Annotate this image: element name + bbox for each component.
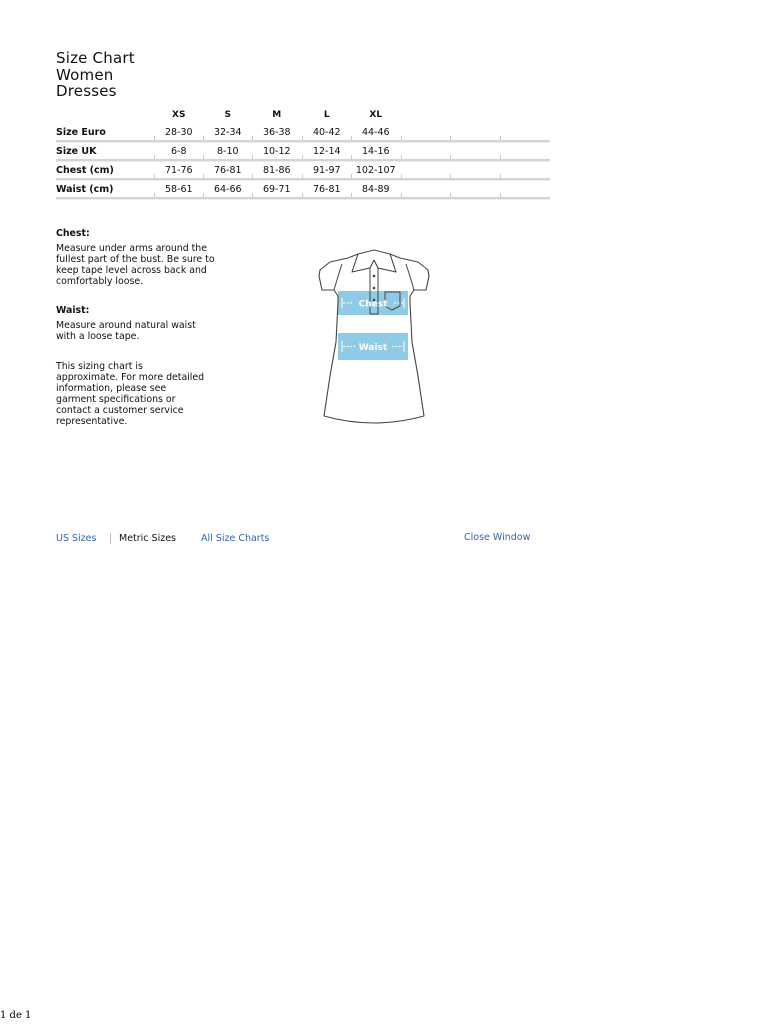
table-row bbox=[56, 124, 550, 143]
column-header-xl: XL bbox=[369, 110, 383, 120]
table-cell: 10-12 bbox=[262, 146, 291, 157]
size-table bbox=[56, 106, 550, 200]
waist-heading: Waist: bbox=[56, 305, 90, 316]
table-cell: 71-76 bbox=[164, 165, 193, 176]
table-cell: 81-86 bbox=[262, 165, 291, 176]
collar-left bbox=[352, 254, 374, 272]
waist-text: Measure around natural waist with a loose tape. bbox=[56, 320, 196, 342]
sizing-note-text: This sizing chart is approximate. For more detailed information, please see garment specifications or contact a customer service representative. bbox=[56, 361, 205, 427]
title-line-3: Dresses bbox=[56, 82, 117, 100]
table-row bbox=[56, 162, 550, 181]
column-header-xs: XS bbox=[172, 110, 186, 120]
table-cell: 32-34 bbox=[213, 127, 242, 138]
chest-description bbox=[56, 228, 216, 287]
waist-label: Waist bbox=[358, 343, 388, 353]
metric-sizes-current: Metric Sizes bbox=[119, 533, 177, 544]
table-cell: 8-10 bbox=[216, 146, 239, 157]
table-cell: 102-107 bbox=[355, 165, 396, 176]
table-cell: 14-16 bbox=[361, 146, 390, 157]
footer-divider bbox=[110, 533, 111, 544]
table-cell: 91-97 bbox=[312, 165, 341, 176]
chest-label: Chest bbox=[358, 299, 388, 310]
column-header-m: M bbox=[272, 110, 282, 120]
title-line-1: Size Chart bbox=[56, 49, 135, 67]
chest-heading: Chest: bbox=[56, 228, 90, 239]
row-label-size-euro: Size Euro bbox=[56, 127, 106, 138]
sizing-note bbox=[56, 361, 206, 427]
column-header-l: L bbox=[323, 110, 330, 120]
collar-right bbox=[374, 254, 396, 272]
collar-back bbox=[358, 250, 390, 254]
dress-illustration bbox=[312, 246, 436, 432]
chest-text: Measure under arms around the fullest part of the bust. Be sure to keep tape level across back and comfortably loose. bbox=[56, 243, 215, 287]
page-title bbox=[56, 50, 135, 100]
table-cell: 36-38 bbox=[262, 127, 291, 138]
table-cell: 76-81 bbox=[312, 184, 341, 195]
row-label-waist: Waist (cm) bbox=[56, 184, 114, 195]
table-row bbox=[56, 181, 550, 200]
row-label-chest: Chest (cm) bbox=[56, 165, 114, 176]
table-cell: 40-42 bbox=[312, 127, 341, 138]
table-cell: 12-14 bbox=[312, 146, 341, 157]
column-header-s: S bbox=[224, 110, 231, 120]
table-row bbox=[56, 143, 550, 162]
table-cell: 44-46 bbox=[361, 127, 390, 138]
left-sleeve-seam bbox=[334, 264, 342, 290]
table-cell: 6-8 bbox=[170, 146, 187, 157]
close-window-link[interactable]: Close Window bbox=[464, 532, 531, 543]
table-cell: 84-89 bbox=[361, 184, 390, 195]
page-number: 1 de 1 bbox=[0, 1010, 32, 1021]
table-cell: 28-30 bbox=[164, 127, 193, 138]
table-header-row bbox=[56, 106, 550, 124]
table-cell: 69-71 bbox=[262, 184, 291, 195]
button bbox=[373, 287, 376, 290]
all-size-charts-link[interactable]: All Size Charts bbox=[201, 533, 270, 544]
right-sleeve-seam bbox=[406, 264, 414, 290]
row-label-size-uk: Size UK bbox=[56, 146, 97, 157]
table-cell: 76-81 bbox=[213, 165, 242, 176]
table-cell: 58-61 bbox=[164, 184, 193, 195]
table-cell: 64-66 bbox=[213, 184, 242, 195]
title-line-2: Women bbox=[56, 65, 114, 84]
us-sizes-link[interactable]: US Sizes bbox=[56, 533, 97, 544]
button bbox=[373, 275, 376, 278]
waist-description bbox=[56, 305, 206, 342]
